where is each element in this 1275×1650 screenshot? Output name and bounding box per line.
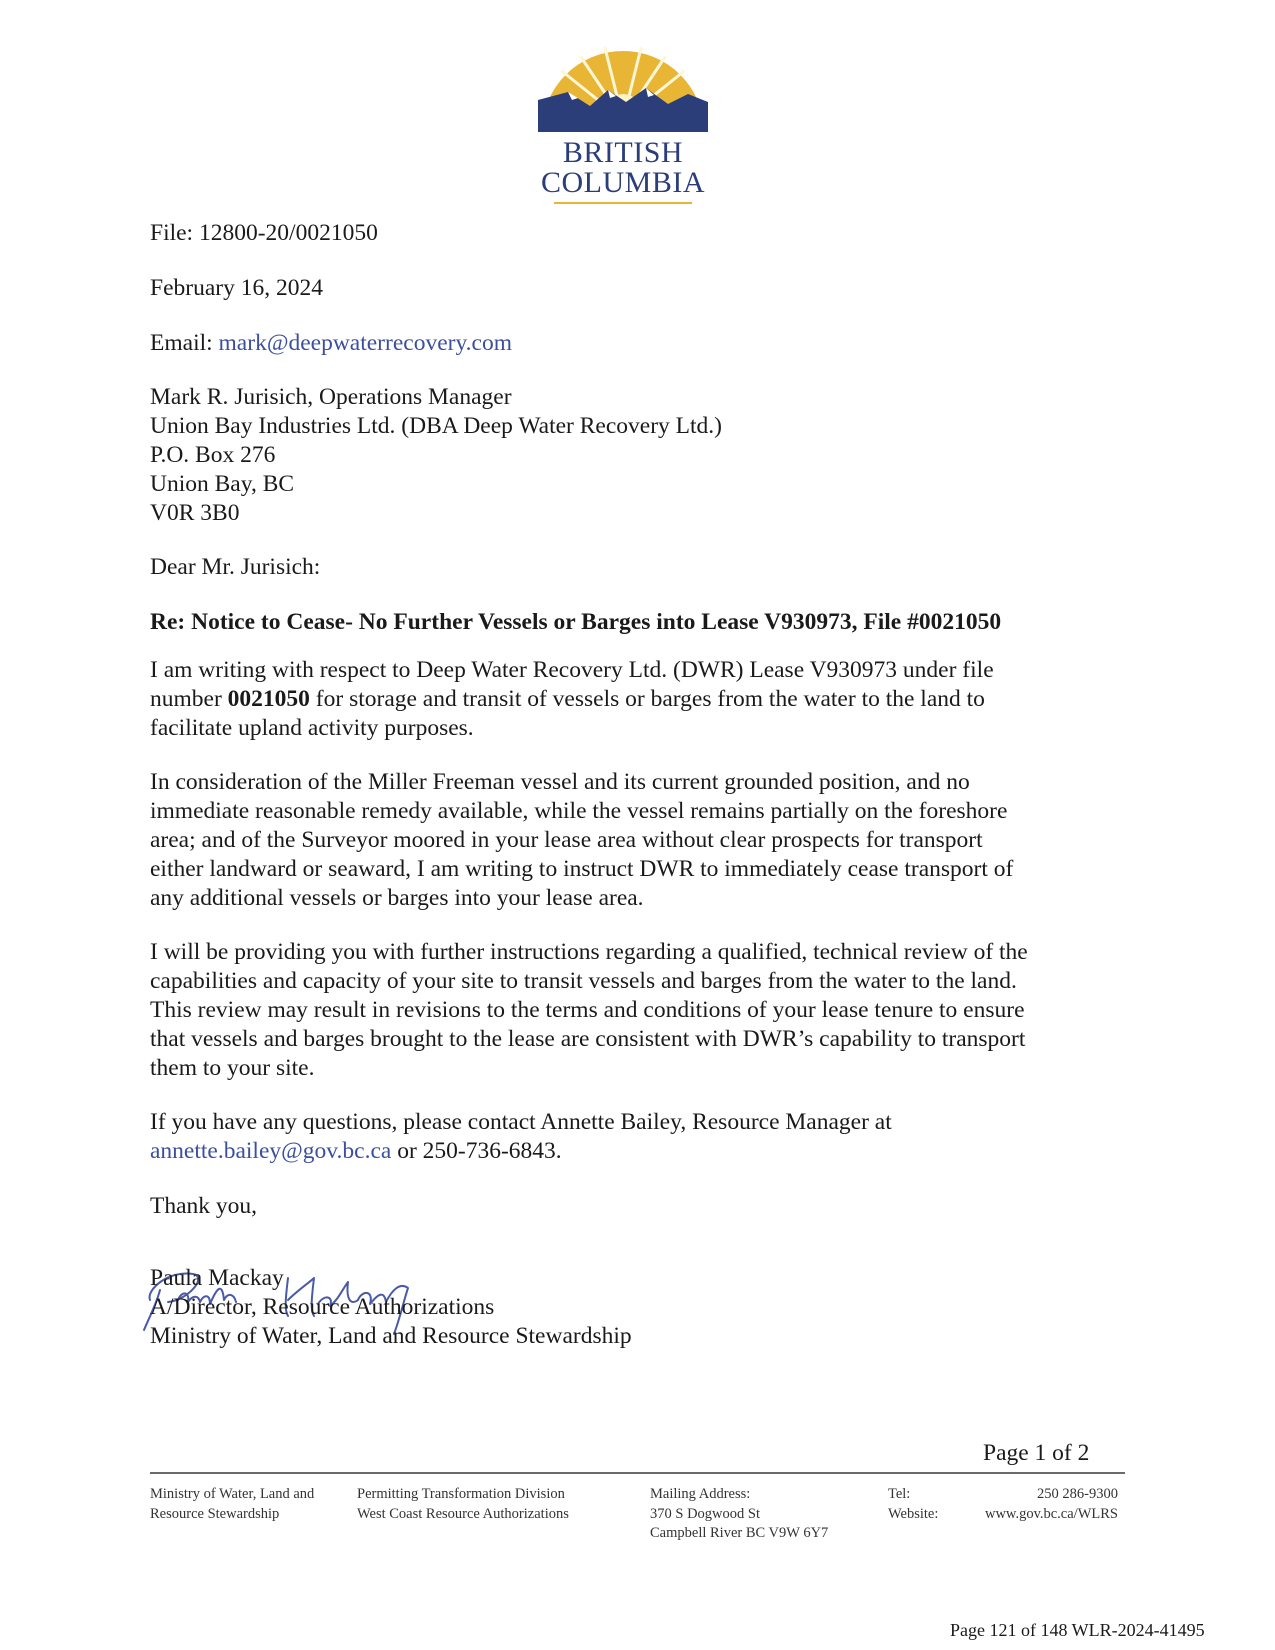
footer-text: Permitting Transformation Division — [357, 1486, 565, 1502]
document-stamp: Page 121 of 148 WLR-2024-41495 — [950, 1620, 1205, 1640]
letter-header — [150, 219, 1130, 637]
logo-text-british: BRITISH — [562, 136, 684, 169]
sun-mountains-icon — [528, 40, 718, 140]
recipient-line: V0R 3B0 — [150, 499, 240, 526]
footer-website-link[interactable]: www.gov.bc.ca/WLRS — [984, 1505, 1118, 1522]
file-number: File: 12800-20/0021050 — [150, 220, 378, 246]
logo-underline — [554, 202, 692, 204]
paragraph-text: for storage and transit of vessels or barges from the water to the land to facilitate upland activity purposes. — [150, 685, 985, 741]
footer-website-label: Website: — [888, 1505, 939, 1522]
footer-division — [357, 1485, 569, 1524]
contact-email-link[interactable]: annette.bailey@gov.bc.ca — [150, 1138, 392, 1165]
subject-line: Re: Notice to Cease- No Further Vessels or Barges into Lease V930973, File #0021050 — [150, 609, 1002, 636]
paragraph-2: In consideration of the Miller Freeman vessel and its current grounded position, and no immediate reasonable remedy available, while the vessel remains partially on the foreshore area; and of the Surveyor moored in your lease area without clear prospects for transport either landward or seaward, I am writing to instruct DWR to immediately cease transport of any additional vessels or barges into your lease area. — [150, 769, 1014, 911]
file-number-bold: 0021050 — [227, 685, 310, 712]
signer-title: A/Director, Resource Authorizations — [150, 1293, 495, 1320]
email-label: Email: — [150, 329, 219, 356]
footer-tel-value: 250 286-9300 — [1037, 1486, 1118, 1502]
page-indicator: Page 1 of 2 — [983, 1440, 1090, 1466]
email-line — [150, 329, 1130, 358]
recipient-email-link[interactable]: mark@deepwaterrecovery.com — [218, 329, 513, 356]
paragraph-text: If you have any questions, please contact Annette Bailey, Resource Manager at — [150, 1109, 892, 1136]
closing: Thank you, — [150, 1192, 258, 1219]
footer-ministry — [150, 1485, 314, 1524]
recipient-line: Union Bay Industries Ltd. (DBA Deep Water Recovery Ltd.) — [150, 413, 722, 440]
footer-contact-values — [960, 1485, 1118, 1524]
letter-date: February 16, 2024 — [150, 274, 323, 301]
footer-mailing-address — [650, 1485, 828, 1544]
footer-tel-label: Tel: — [888, 1486, 911, 1502]
footer-divider — [150, 1472, 1125, 1474]
paragraph-text: I am writing with respect to Deep Water Recovery Ltd. (DWR) Lease V930973 under file number — [150, 657, 994, 712]
footer-text: West Coast Resource Authorizations — [357, 1505, 569, 1522]
paragraph-3: I will be providing you with further instructions regarding a qualified, technical review of the capabilities and capacity of your site to transit vessels and barges from the water to the land. This review may result in revisions to the terms and conditions of your lease tenure to ensure that vessels and barges brought to the lease are consistent with DWR’s capability to transport them to your site. — [150, 939, 1028, 1081]
footer-text: Campbell River BC V9W 6Y7 — [650, 1525, 829, 1541]
paragraph-4 — [150, 1108, 1040, 1166]
footer-text: Resource Stewardship — [150, 1505, 280, 1522]
signer-name: Paula Mackay — [150, 1265, 284, 1291]
logo-text-columbia: COLUMBIA — [540, 166, 705, 199]
footer-text: Ministry of Water, Land and — [150, 1486, 315, 1502]
paragraph-1 — [150, 656, 1040, 742]
recipient-line: Mark R. Jurisich, Operations Manager — [150, 384, 512, 411]
letter-body — [150, 656, 1040, 1221]
footer-contact-labels — [888, 1485, 938, 1524]
signer-ministry: Ministry of Water, Land and Resource Stewardship — [150, 1322, 632, 1349]
signer-block — [150, 1264, 1130, 1350]
footer-text: Mailing Address: — [650, 1486, 751, 1502]
footer-text: 370 S Dogwood St — [650, 1505, 760, 1522]
paragraph-text: or 250-736-6843. — [391, 1138, 562, 1165]
bc-logo — [528, 40, 718, 210]
recipient-line: Union Bay, BC — [150, 470, 295, 497]
recipient-line: P.O. Box 276 — [150, 441, 276, 468]
salutation: Dear Mr. Jurisich: — [150, 554, 321, 581]
recipient-address — [150, 383, 1130, 527]
